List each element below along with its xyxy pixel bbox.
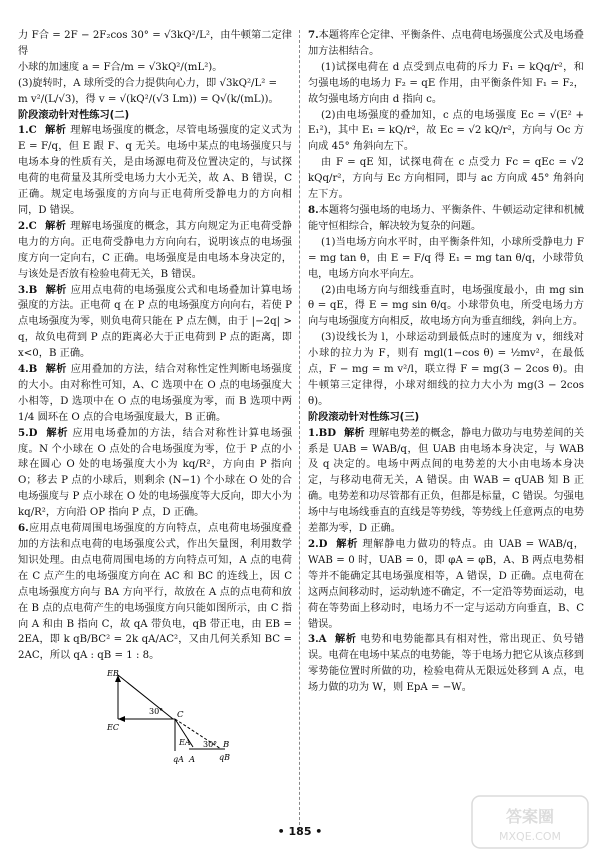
answer-text: 电势和电势能都具有相对性，常出现正、负号错误。电荷在电场中某点的电势能，等于电场力把它从该点移到零势能位置时所做的功，检验电荷从无限远处移到 A 点，电场力做的功为 W，则 EpA = −W。 [308, 634, 584, 694]
answer-text: 理解电势差的概念，静电力做功与电势差间的关系是 UAB = WAB/q，但 UAB 由电场本身决定，与 WAB 及 q 决定的。电场中两点间的电势差的大小由电场本身决定，与移动电荷无关，A 错误。由 WAB = qUAB 知 B 正确。电势差和功尽管都有正负，但都是标量，C 错误。匀强电场中与电场线垂直的直线是等势线，等势线上任意两点的电势差都为零，D 正确。 [308, 427, 585, 535]
analysis-tag: 解析 [45, 427, 69, 439]
answer-item [18, 521, 292, 664]
answer-item [308, 537, 584, 632]
answer-text: 应用点电荷周围电场强度的方向特点，点电荷电场强度叠加的方法和点电荷的电场强度公式，作出矢量图，利用数学知识处理。由点电荷周围电场的方向特点可知，A 点的电荷在 C 点产生的电场强度方向在 AC 和 BC 的连线上，因 C 点电场强度方向与 BA 方向平行，故放在 A 点的点电荷和放在 B 点的点电荷产生的电场强度方向只能如图所示，由 C 指向 A 和由 B 指向 C，故 qA 带负电，qB 带正电，由 EB = 2EA，即 k qB/BC² = 2k qA/AC²，又由几何关系知 BC = 2AC，所以 qA : qB = 1 : 8。 [18, 523, 292, 662]
answer-text: 应用电场叠加的方法，结合对称性计算电场强度。N 个小球在 O 点处的合电场强度为零，位于 P 点的小球在圆心 O 处的电场强度大小为 kq/R²，方向由 P 指向 O；移去 P 点的小球后，则剩余 (N−1) 个小球在 O 处的合电场强度与 P 点小球在 O 处的电场强度等大反向，即大小为 kq/R²，方向沿 OP 指向 P 点，D 正确。 [18, 427, 293, 519]
answer-number: 1.C [18, 124, 37, 137]
answer-number: 3.A [308, 633, 327, 646]
answer-subpart: (2)由电场方向与细线垂直时，电场强度最小，由 mg sin θ = qE，得 E = mg sin θ/q。小球带负电，所受电场力方向与电场强度方向相反，故电场方向为垂直细线，斜向上方。 [308, 284, 584, 328]
label-eb: EB [107, 669, 119, 679]
answer-text: 应用叠加的方法，结合对称性定性判断电场强度的大小。由对称性可知，A、C 选项中在 O 点的电场强度大小相等，D 选项中在 O 点的电场强度为零，而 B 选项中两 1/4 圆环在 O 点的合电场强度最大，B 正确。 [18, 364, 293, 423]
answer-subpart: (1)当电场方向水平时，由平衡条件知，小球所受静电力 F = mg tan θ，由 E = F/q 得 E₁ = mg tan θ/q，小球带负电，电场方向水平向左。 [308, 236, 584, 280]
answer-number: 3.B [18, 283, 38, 296]
vector-diagram-svg [103, 667, 233, 772]
answer-item [18, 219, 292, 283]
answer-item [308, 426, 584, 537]
label-angle-b: 30° [203, 740, 218, 750]
svg-text:MXQE.COM: MXQE.COM [499, 830, 561, 843]
analysis-tag: 解析 [344, 427, 365, 439]
answer-item [308, 28, 584, 60]
answer-number: 7. [308, 29, 319, 41]
svg-text:答案圈: 答案圈 [505, 807, 555, 826]
left-top-line: 小球的加速度 a = F合/m = √3kQ²/(mL²)。 [18, 61, 223, 73]
answer-text: 理解电场强度的概念，尽管电场强度的定义式为 E = F/q，但 E 跟 F、q 无关。电场中某点的电场强度只与电场本身的性质有关，是由场源电荷及位置决定的，与试探电荷的电荷量及其所受电场力大小无关，故 A、B 错误，C 正确。规定电场强度的方向与正电荷所受静电力的方向相同，D 错误。 [18, 125, 293, 216]
ec-arrowhead [118, 716, 125, 722]
right-column [308, 28, 584, 696]
analysis-tag: 解析 [44, 125, 67, 137]
label-ec: EC [107, 723, 119, 733]
answer-number: 2.D [308, 538, 328, 550]
answer-item [308, 632, 584, 696]
left-top-line: (3)旋转时，A 球所受的合力提供向心力，即 √3kQ²/L² = [18, 77, 278, 89]
page-number: • 185 • [277, 825, 323, 838]
answer-number: 5.D [18, 426, 38, 439]
answer-number: 4.B [18, 363, 38, 376]
label-a: A [189, 755, 196, 766]
answer-number: 2.C [18, 219, 37, 232]
analysis-tag: 解析 [334, 634, 357, 646]
answer-item [308, 203, 584, 235]
answer-text: 应用点电荷的电场强度公式和电场叠加计算电场强度的方法。正电荷 q 在 P 点的电场强度方向向右，若使 P 点电场强度为零，则负电荷只能在 P 点左侧，由于 |−2q| > q，故负电荷到 P 点的距离必大于正电荷到 P 点的距离，即 x<0，B 正确。 [18, 284, 293, 360]
analysis-tag: 解析 [45, 284, 67, 296]
label-qb: qB [219, 753, 230, 763]
left-top-line: 力 F合 = 2F − 2F₂cos 30° = √3kQ²/L²，由牛顿第二定律得 [18, 30, 292, 57]
section-title-3: 阶段滚动针对性练习(三) [308, 411, 420, 423]
label-c: C [177, 710, 184, 721]
answer-item [18, 283, 292, 363]
answer-subpart: (2)由电场强度的叠加知，c 点的电场强度 Ec = √(E² + E₁²)，其中 E₁ = kQ/r²，故 Ec = √2 kQ/r²，方向与 Oc 方向成 45° 角斜向左下。 [308, 109, 584, 153]
answer-number: 1.BD [308, 426, 337, 439]
answer-text: 本题将匀强电场的电场力、平衡条件、牛顿运动定律和机械能守恒相综合，解决较为复杂的问题。 [308, 204, 584, 232]
column-divider [299, 30, 301, 830]
watermark-svg [470, 794, 590, 850]
analysis-tag: 解析 [44, 220, 67, 232]
answer-text: 本题将库仑定律、平衡条件、点电荷电场强度公式及电场叠加方法相结合。 [308, 30, 584, 57]
watermark-logo [470, 794, 590, 850]
answer-item [18, 123, 292, 218]
answer-text: 理解静电力做功的特点。由 UAB = WAB/q，WAB = 0 时，UAB = 0，即 φA = φB，A、B 两点电势相等并不能确定其电场强度相等，A 错误，D 正确。点电荷在这两点间移动时，运动轨迹不确定，不一定沿等势面运动，电荷在等势面上移动时，电场力不一定与运动方向垂直，B、C 错误。 [308, 539, 584, 630]
answer-number: 6. [18, 522, 29, 535]
label-angle-c: 30° [149, 707, 164, 717]
answer-subpart: (1)试探电荷在 d 点受到点电荷的斥力 F₁ = kQq/r²，和匀强电场的电场力 F₂ = qE 作用，由平衡条件知 F₁ = F₂，故匀强电场方向由 d 指向 c。 [308, 61, 584, 105]
answer-item [18, 426, 292, 521]
answer-subpart: 由 F = qE 知，试探电荷在 c 点受力 Fc = qEc = √2 kQq/r²，方向与 Ec 方向相同，即与 ac 方向成 45° 角斜向左下方。 [308, 157, 584, 201]
left-column [18, 28, 292, 772]
label-qa: qA [173, 755, 184, 765]
analysis-tag: 解析 [45, 364, 67, 376]
label-ea: EA [179, 738, 191, 748]
answer-item [18, 362, 292, 426]
section-title-2: 阶段滚动针对性练习(二) [18, 109, 130, 121]
left-top-line: m v²/(L/√3)，得 v = √(kQ²/(√3 Lm)) = Q√(k/(mL))。 [18, 93, 279, 105]
answer-number: 8. [308, 203, 319, 216]
label-b: B [223, 740, 230, 751]
answer-subpart: (3)设线长为 l，小球运动到最低点时的速度为 v，细线对小球的拉力为 F，则有 mgl(1−cos θ) = ½mv²，在最低点，F − mg = m v²/l，联立得 F = mg(3 − 2cos θ)。由牛顿第三定律得，小球对细线的拉力大小为 mg(3 − 2cos θ)。 [308, 332, 584, 407]
vector-diagram [103, 667, 233, 772]
analysis-tag: 解析 [335, 539, 359, 550]
ec-diagonal-line [118, 675, 173, 719]
answer-text: 理解电场强度的概念，其方向规定为正电荷受静电力的方向。正电荷受静电力方向向右，说明该点的电场强度方向一定向右，C 正确。电场强度是由电场本身决定的，与该处是否放有检验电荷无关，B 错误。 [18, 220, 293, 280]
